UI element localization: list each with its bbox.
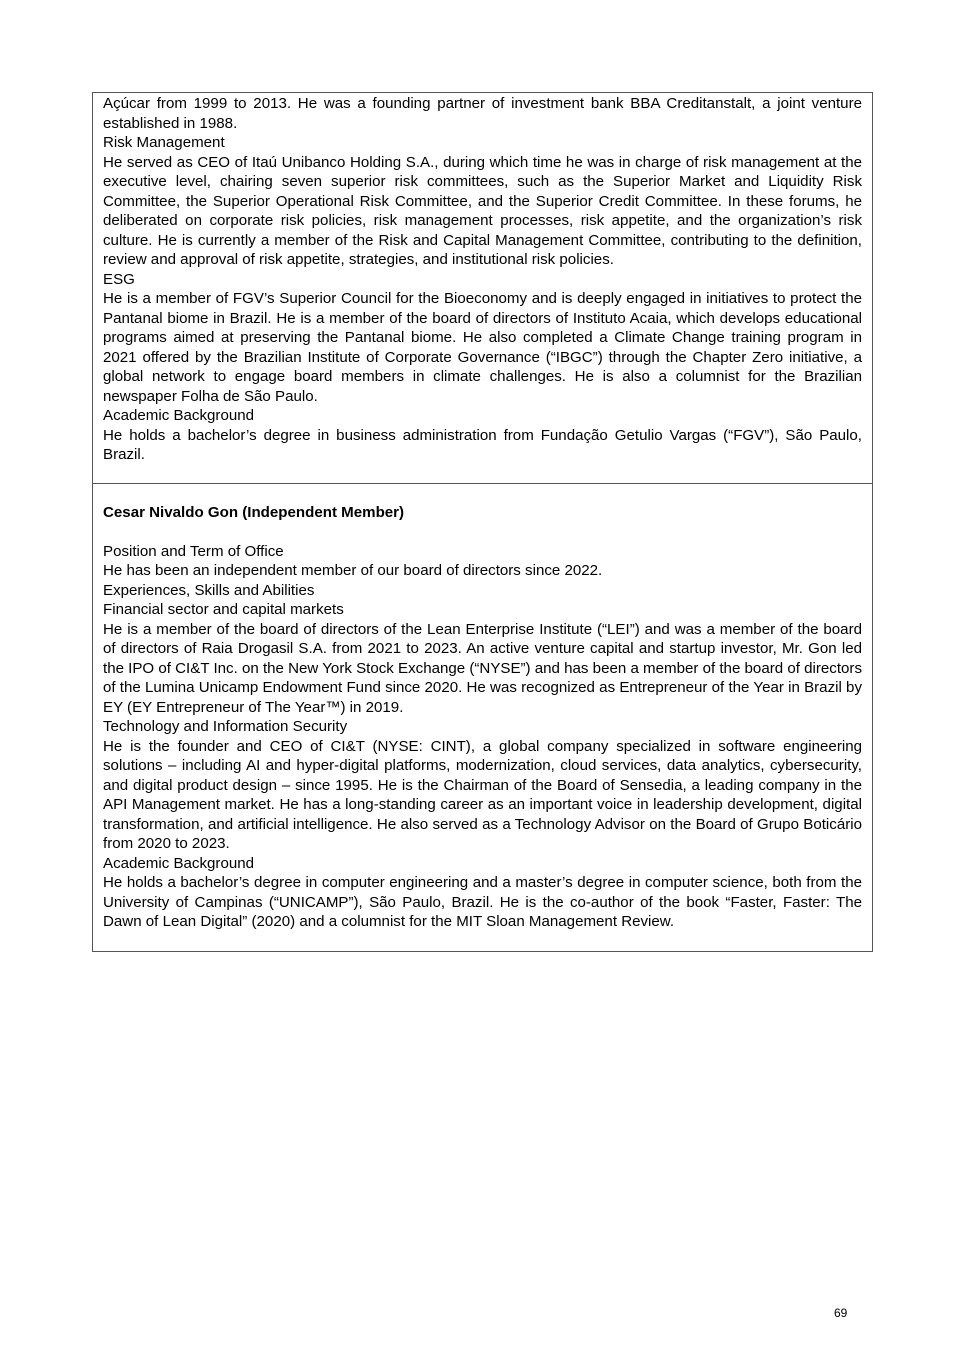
academic-background-paragraph: He holds a bachelor’s degree in business administration from Fundação Getulio Vargas (“FGV”), São Paulo, Brazil. xyxy=(103,426,862,463)
member-name-heading: Cesar Nivaldo Gon (Independent Member) xyxy=(103,503,405,521)
risk-management-paragraph: He served as CEO of Itaú Unibanco Holding S.A., during which time he was in charge of risk management at the executive level, chairing seven superior risk committees, such as the Superior Market and Liquidity Risk Committee, the Superior Operational Risk Committee, and the Superior Credit Committee. In these forums, he deliberated on corporate risk policies, risk management processes, risk appetite, and the organization’s risk culture. He is currently a member of the Risk and Capital Management Committee, contributing to the definition, review and approval of risk appetite, strategies, and institutional risk policies. xyxy=(103,153,862,268)
biography-table xyxy=(92,92,873,952)
financial-sector-heading: Financial sector and capital markets xyxy=(103,601,344,618)
intro-paragraph: Açúcar from 1999 to 2013. He was a founding partner of investment bank BBA Creditanstalt, a joint venture established in 1988. xyxy=(103,95,862,132)
experience-heading: Experiences, Skills and Abilities xyxy=(103,581,315,599)
page-number: 69 xyxy=(834,1306,848,1320)
biography-cell-cesar-gon xyxy=(93,484,872,951)
position-paragraph: He has been an independent member of our board of directors since 2022. xyxy=(103,562,603,579)
financial-sector-paragraph: He is a member of the board of directors of the Lean Enterprise Institute (“LEI”) and was a member of the board of directors of Raia Drogasil S.A. from 2021 to 2023. An active venture capital and startup investor, Mr. Gon led the IPO of CI&T Inc. on the New York Stock Exchange (“NYSE”) and has been a member of the board of directors of the Lumina Unicamp Endowment Fund since 2020. He was recognized as Entrepreneur of the Year in Brazil by EY (EY Entrepreneur of The Year™) in 2019. xyxy=(103,620,862,716)
esg-paragraph: He is a member of FGV’s Superior Council for the Bioeconomy and is deeply engaged in initiatives to protect the Pantanal biome in Brazil. He is a member of the board of directors of Instituto Acaia, which develops educational programs aimed at preserving the Pantanal biome. He also completed a Climate Change training program in 2021 offered by the Brazilian Institute of Corporate Governance (“IBGC”) through the Chapter Zero initiative, a global network to engage board members in climate challenges. He is also a columnist for the Brazilian newspaper Folha de São Paulo. xyxy=(103,290,862,405)
risk-management-heading: Risk Management xyxy=(103,134,225,151)
position-heading: Position and Term of Office xyxy=(103,542,284,560)
technology-paragraph: He is the founder and CEO of CI&T (NYSE: CINT), a global company specialized in software engineering solutions – including AI and hyper-digital platforms, modernization, cloud services, data analytics, cybersecurity, and digital product design – since 1995. He is the Chairman of the Board of Sensedia, a leading company in the API Management market. He has a long-standing career as an important voice in leadership development, digital transformation, and artificial intelligence. He also served as a Technology Advisor on the Board of Grupo Boticário from 2020 to 2023. xyxy=(103,737,862,852)
esg-heading: ESG xyxy=(103,270,135,288)
biography-cell-previous-member xyxy=(93,93,872,484)
academic-background-heading: Academic Background xyxy=(103,407,255,424)
academic-background-heading: Academic Background xyxy=(103,854,255,872)
spacer xyxy=(103,522,862,542)
technology-heading: Technology and Information Security xyxy=(103,718,348,735)
academic-background-paragraph: He holds a bachelor’s degree in computer engineering and a master’s degree in computer science, both from the University of Campinas (“UNICAMP”), São Paulo, Brazil. He is the co-author of the book “Faster, Faster: The Dawn of Lean Digital” (2020) and a columnist for the MIT Sloan Management Review. xyxy=(103,874,862,930)
